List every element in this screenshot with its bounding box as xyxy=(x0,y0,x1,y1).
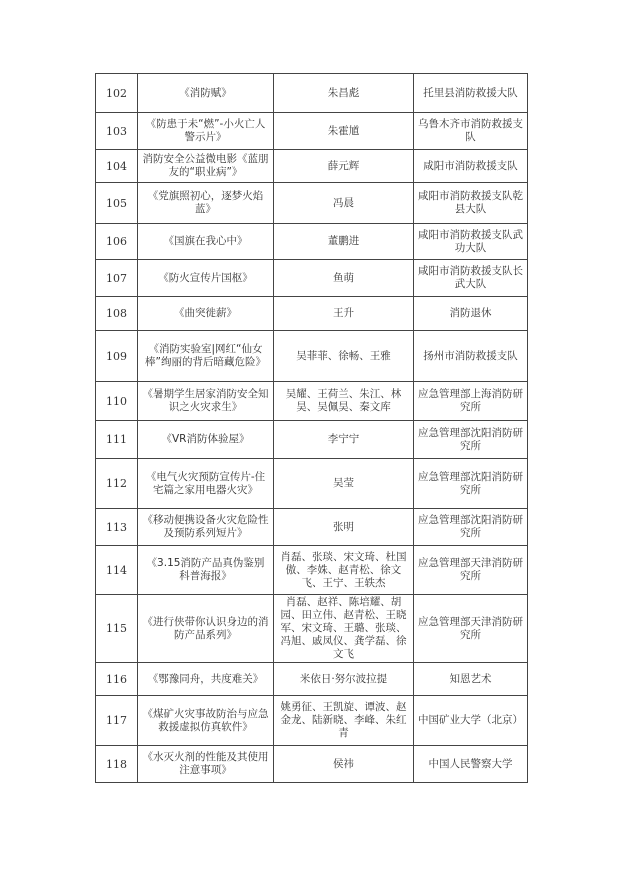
row-number: 110 xyxy=(96,382,138,421)
author-names: 米依日·努尔波拉提 xyxy=(274,663,414,696)
work-title: 《防患于未“燃”-小火亡人警示片》 xyxy=(138,113,274,150)
row-number: 112 xyxy=(96,459,138,509)
work-title: 《移动便携设备火灾危险性及预防系列短片》 xyxy=(138,509,274,546)
work-title: 《曲突徙薪》 xyxy=(138,297,274,331)
author-names: 吴菲菲、徐畅、王雅 xyxy=(274,331,414,382)
work-title: 《消防实验室|网红“仙女棒”绚丽的背后暗藏危险》 xyxy=(138,331,274,382)
awards-table xyxy=(95,73,528,783)
organization: 应急管理部上海消防研究所 xyxy=(414,382,528,421)
author-names: 朱霍馗 xyxy=(274,113,414,150)
author-names: 吴耀、王荷兰、朱江、林昊、吴佩昊、秦文库 xyxy=(274,382,414,421)
author-names: 冯晨 xyxy=(274,183,414,224)
author-names: 肖磊、赵祥、陈培耀、胡园、田立伟、赵青松、王晓军、宋文琦、王璐、张琰、冯旭、戚凤仪、龚学磊、徐文飞 xyxy=(274,595,414,663)
organization: 咸阳市消防救援支队长武大队 xyxy=(414,260,528,297)
work-title: 《消防赋》 xyxy=(138,74,274,113)
work-title: 《水灭火剂的性能及其使用注意事项》 xyxy=(138,746,274,783)
row-number: 109 xyxy=(96,331,138,382)
work-title: 《3.15消防产品真伪鉴别科普海报》 xyxy=(138,546,274,595)
table-row xyxy=(96,509,528,546)
work-title: 《党旗照初心，逐梦火焰蓝》 xyxy=(138,183,274,224)
author-names: 鱼萌 xyxy=(274,260,414,297)
work-title: 《暑期学生居家消防安全知识之火灾求生》 xyxy=(138,382,274,421)
table-row xyxy=(96,331,528,382)
table-row xyxy=(96,696,528,746)
work-title: 《国旗在我心中》 xyxy=(138,224,274,260)
organization: 应急管理部天津消防研究所 xyxy=(414,595,528,663)
table-row xyxy=(96,150,528,183)
author-names: 吴莹 xyxy=(274,459,414,509)
row-number: 115 xyxy=(96,595,138,663)
row-number: 116 xyxy=(96,663,138,696)
table-row xyxy=(96,260,528,297)
author-names: 姚勇征、王凯旋、谭波、赵金龙、陆新晓、李峰、朱红青 xyxy=(274,696,414,746)
table-row xyxy=(96,74,528,113)
author-names: 朱昌彪 xyxy=(274,74,414,113)
organization: 咸阳市消防救援支队武功大队 xyxy=(414,224,528,260)
table-row xyxy=(96,746,528,783)
author-names: 肖磊、张琰、宋文琦、杜国傲、李姝、赵青松、徐文飞、王宁、王轶杰 xyxy=(274,546,414,595)
organization: 知恩艺术 xyxy=(414,663,528,696)
table-row xyxy=(96,546,528,595)
author-names: 王升 xyxy=(274,297,414,331)
row-number: 106 xyxy=(96,224,138,260)
organization: 中国人民警察大学 xyxy=(414,746,528,783)
table-row xyxy=(96,595,528,663)
row-number: 105 xyxy=(96,183,138,224)
work-title: 《VR消防体验屋》 xyxy=(138,421,274,459)
work-title: 《防火宣传片国枢》 xyxy=(138,260,274,297)
organization: 应急管理部沈阳消防研究所 xyxy=(414,421,528,459)
table-row xyxy=(96,183,528,224)
organization: 中国矿业大学（北京） xyxy=(414,696,528,746)
table-row xyxy=(96,297,528,331)
author-names: 李宁宁 xyxy=(274,421,414,459)
organization: 消防退休 xyxy=(414,297,528,331)
work-title: 《鄂豫同舟，共度难关》 xyxy=(138,663,274,696)
organization: 应急管理部沈阳消防研究所 xyxy=(414,509,528,546)
organization: 扬州市消防救援支队 xyxy=(414,331,528,382)
author-names: 侯祎 xyxy=(274,746,414,783)
organization: 托里县消防救援大队 xyxy=(414,74,528,113)
author-names: 薛元辉 xyxy=(274,150,414,183)
table-row xyxy=(96,382,528,421)
row-number: 113 xyxy=(96,509,138,546)
row-number: 104 xyxy=(96,150,138,183)
awards-table-body xyxy=(96,74,528,783)
row-number: 103 xyxy=(96,113,138,150)
row-number: 108 xyxy=(96,297,138,331)
work-title: 《煤矿火灾事故防治与应急救援虚拟仿真软件》 xyxy=(138,696,274,746)
row-number: 114 xyxy=(96,546,138,595)
row-number: 117 xyxy=(96,696,138,746)
table-row xyxy=(96,113,528,150)
row-number: 107 xyxy=(96,260,138,297)
work-title: 《电气火灾预防宣传片-住宅篇之家用电器火灾》 xyxy=(138,459,274,509)
organization: 乌鲁木齐市消防救援支队 xyxy=(414,113,528,150)
table-row xyxy=(96,421,528,459)
author-names: 董鹏进 xyxy=(274,224,414,260)
organization: 应急管理部沈阳消防研究所 xyxy=(414,459,528,509)
organization: 咸阳市消防救援支队乾县大队 xyxy=(414,183,528,224)
row-number: 102 xyxy=(96,74,138,113)
table-row xyxy=(96,224,528,260)
row-number: 118 xyxy=(96,746,138,783)
row-number: 111 xyxy=(96,421,138,459)
table-row xyxy=(96,663,528,696)
work-title: 消防安全公益微电影《蓝朋友的“职业病”》 xyxy=(138,150,274,183)
author-names: 张明 xyxy=(274,509,414,546)
table-row xyxy=(96,459,528,509)
organization: 应急管理部天津消防研究所 xyxy=(414,546,528,595)
work-title: 《进行侠带你认识身边的消防产品系列》 xyxy=(138,595,274,663)
organization: 咸阳市消防救援支队 xyxy=(414,150,528,183)
